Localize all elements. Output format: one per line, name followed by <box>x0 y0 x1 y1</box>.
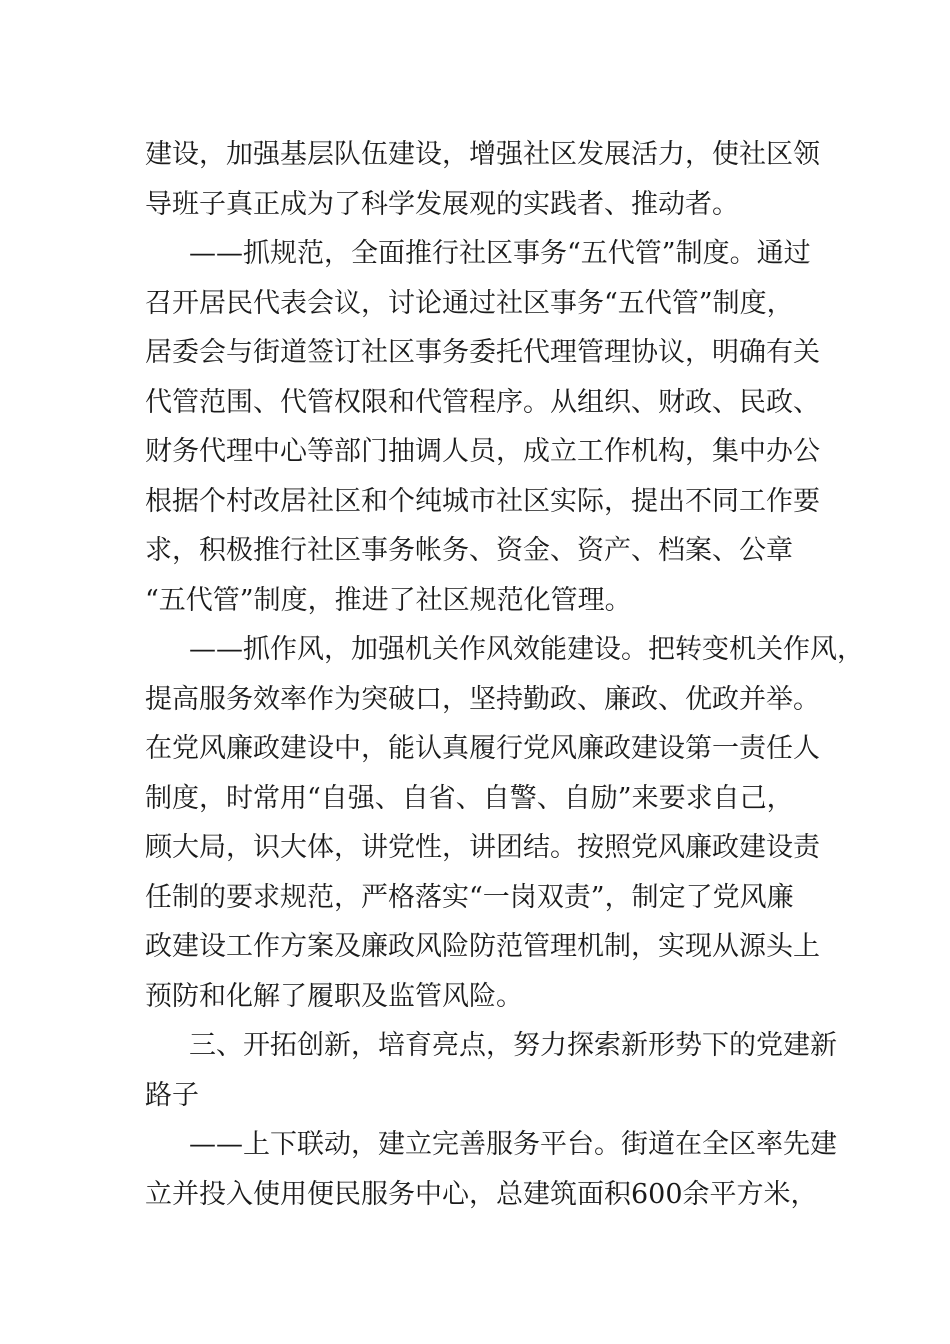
text-line: 代管范围、代管权限和代管程序。从组织、财政、民政、 <box>145 386 820 418</box>
text-line: 任制的要求规范，严格落实“一岗双责”，制定了党风廉 <box>145 881 794 913</box>
text-line: 提高服务效率作为突破口，坚持勤政、廉政、优政并举。 <box>145 683 820 715</box>
text-line: 顾大局，识大体，讲党性，讲团结。按照党风廉政建设责 <box>145 832 820 863</box>
text-line: 制度，时常用“自强、自省、自警、自励”来要求自己， <box>145 782 794 814</box>
text-line: ——抓规范，全面推行社区事务“五代管”制度。通过 <box>189 238 811 269</box>
text-line: 召开居民代表会议，讨论通过社区事务“五代管”制度， <box>145 287 794 319</box>
text-line: 在党风廉政建设中，能认真履行党风廉政建设第一责任人 <box>145 733 820 764</box>
text-line: ——上下联动，建立完善服务平台。街道在全区率先建 <box>189 1129 837 1160</box>
text-line: 建设，加强基层队伍建设，增强社区发展活力，使社区领 <box>145 139 820 170</box>
text-line: “五代管”制度，推进了社区规范化管理。 <box>145 584 632 616</box>
text-line: 求，积极推行社区事务帐务、资金、资产、档案、公章 <box>145 535 793 566</box>
text-line: 政建设工作方案及廉政风险防范管理机制，实现从源头上 <box>145 931 820 962</box>
text-line: 导班子真正成为了科学发展观的实践者、推动者。 <box>145 188 739 220</box>
text-line: 居委会与街道签订社区事务委托代理管理协议，明确有关 <box>145 337 820 368</box>
text-line: ——抓作风，加强机关作风效能建设。把转变机关作风， <box>189 634 864 665</box>
body-text <box>145 130 864 1219</box>
text-line: 根据个村改居社区和个纯城市社区实际，提出不同工作要 <box>145 485 820 517</box>
text-line: 财务代理中心等部门抽调人员，成立工作机构，集中办公 <box>145 436 820 467</box>
text-line: 立并投入使用便民服务中心，总建筑面积600余平方米， <box>145 1178 818 1210</box>
section-heading: 三、开拓创新，培育亮点，努力探索新形势下的党建新 <box>189 1030 837 1061</box>
text-line: 预防和化解了履职及监管风险。 <box>145 980 523 1012</box>
section-heading: 路子 <box>145 1079 199 1111</box>
